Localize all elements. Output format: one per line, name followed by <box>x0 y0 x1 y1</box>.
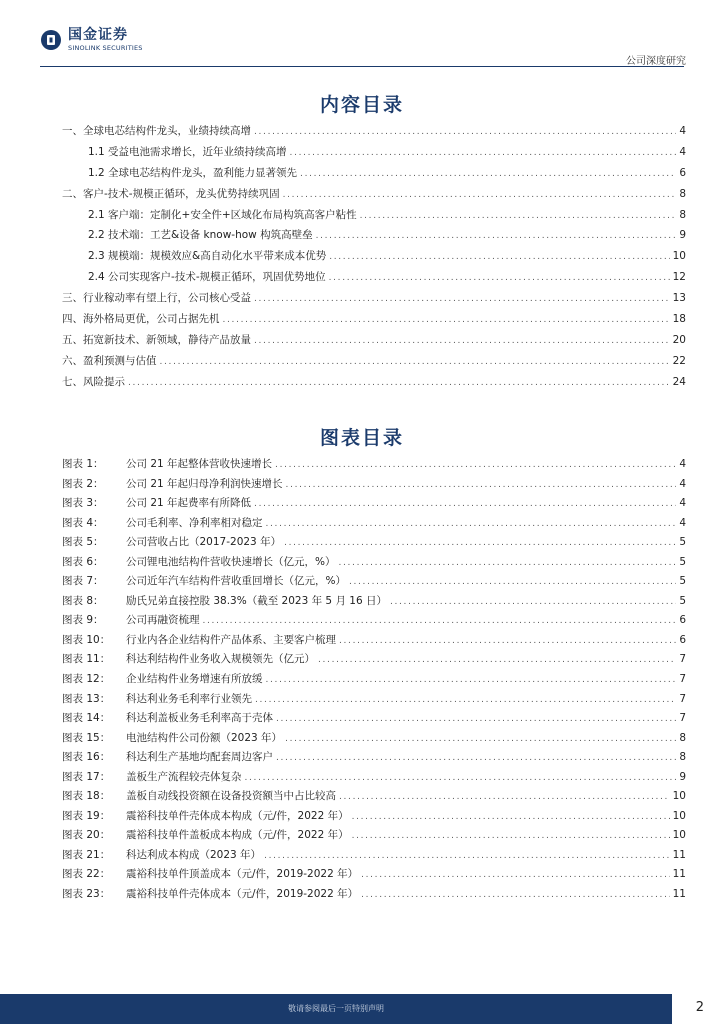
toc-entry-page: 6 <box>679 166 686 179</box>
toc-entry-label: 2.2 技术端：工艺&设备 know-how 构筑高壁垒 <box>88 229 313 242</box>
figure-entry[interactable] <box>62 615 686 635</box>
figure-entry[interactable] <box>62 557 686 577</box>
figure-entry-page: 4 <box>679 477 686 490</box>
dot-leader <box>245 772 677 783</box>
figure-entry-number: 图表 22： <box>62 868 111 881</box>
figure-entry-label: 行业内各企业结构件产品体系、主要客户梳理 <box>126 633 336 646</box>
figure-entry[interactable] <box>62 518 686 538</box>
figure-entry[interactable] <box>62 791 686 811</box>
figure-entry[interactable] <box>62 479 686 499</box>
figure-entry-page: 5 <box>679 575 686 588</box>
toc-entry-page: 4 <box>679 125 686 137</box>
figure-entry-page: 8 <box>679 751 686 764</box>
figure-entry-number: 图表 10： <box>62 633 111 646</box>
figure-entry[interactable] <box>62 889 686 909</box>
figure-entry-page: 7 <box>679 712 686 725</box>
toc-entry[interactable] <box>62 147 686 168</box>
toc-entry[interactable] <box>62 356 686 377</box>
figure-entry-number: 图表 12： <box>62 673 111 686</box>
dot-leader <box>254 335 670 346</box>
figure-entry[interactable] <box>62 752 686 772</box>
figure-entry[interactable] <box>62 635 686 655</box>
figure-entry-number: 图表 8： <box>62 594 104 607</box>
figure-entry-label: 公司近年汽车结构件营收重回增长（亿元，%） <box>126 575 346 588</box>
toc-entry-label: 三、行业稼动率有望上行，公司核心受益 <box>62 292 251 305</box>
dot-leader <box>160 356 670 367</box>
figure-entry-page: 11 <box>672 888 686 901</box>
figure-entry-number: 图表 20： <box>62 829 111 842</box>
dot-leader <box>276 713 676 724</box>
figure-entry-number: 图表 5： <box>62 536 104 549</box>
toc-entry[interactable] <box>62 126 686 147</box>
toc-entry-label: 2.3 规模端：规模效应&高自动化水平带来成本优势 <box>88 250 327 263</box>
figure-entry-label: 电池结构件公司份额（2023 年） <box>126 731 283 744</box>
toc-entry-label: 五、拓宽新技术、新领域，静待产品放量 <box>62 333 251 346</box>
toc-entry-page: 20 <box>672 333 686 346</box>
toc-entry-label: 2.4 公司实现客户-技术-规模正循环，巩固优势地位 <box>88 271 326 284</box>
figure-entry-label: 科达利成本构成（2023 年） <box>126 848 262 861</box>
figure-entry-page: 5 <box>679 555 686 568</box>
toc-entry-page: 9 <box>679 229 686 242</box>
figure-entry-label: 公司 21 年起归母净利润快速增长 <box>126 477 283 490</box>
dot-leader <box>203 615 677 626</box>
figure-entry-label: 科达利结构件业务收入规模领先（亿元） <box>126 653 315 666</box>
toc-entry-page: 12 <box>672 271 686 284</box>
figure-entry[interactable] <box>62 459 686 479</box>
figure-entry-page: 7 <box>679 653 686 666</box>
figure-entry[interactable] <box>62 674 686 694</box>
toc-list <box>62 126 686 398</box>
toc-entry-label: 1.2 全球电芯结构件龙头，盈利能力显著领先 <box>88 166 298 179</box>
figure-entry-label: 震裕科技单件盖板成本构成（元/件，2022 年） <box>126 829 349 842</box>
figure-index-list <box>62 459 686 909</box>
figure-entry-number: 图表 4： <box>62 516 104 529</box>
figure-entry[interactable] <box>62 498 686 518</box>
toc-entry-page: 8 <box>679 208 686 221</box>
figure-entry-label: 盖板自动线投资额在设备投资额当中占比较高 <box>126 790 336 803</box>
figure-entry[interactable] <box>62 772 686 792</box>
dot-leader <box>128 377 670 388</box>
toc-entry[interactable] <box>62 377 686 398</box>
figure-entry-page: 9 <box>679 770 686 783</box>
figure-entry-number: 图表 16： <box>62 751 111 764</box>
figure-entry-page: 7 <box>679 673 686 686</box>
logo-chinese-name: 国金证券 <box>68 27 128 43</box>
toc-entry-page: 4 <box>679 145 686 158</box>
toc-title: 内容目录 <box>319 94 404 116</box>
figure-entry-number: 图表 9： <box>62 614 104 627</box>
figure-entry-label: 震裕科技单件壳体成本构成（元/件，2022 年） <box>126 809 349 822</box>
figure-entry[interactable] <box>62 811 686 831</box>
dot-leader <box>338 557 676 568</box>
dot-leader <box>284 537 676 548</box>
figure-entry-label: 公司毛利率、净利率相对稳定 <box>126 516 263 529</box>
figure-entry-page: 6 <box>679 633 686 646</box>
figure-entry-number: 图表 11： <box>62 653 111 666</box>
toc-entry[interactable] <box>62 251 686 272</box>
dot-leader <box>254 126 676 137</box>
dot-leader <box>276 752 676 763</box>
figure-entry-label: 盖板生产流程较壳体复杂 <box>126 770 242 783</box>
figure-entry[interactable] <box>62 830 686 850</box>
dot-leader <box>275 459 676 470</box>
dot-leader <box>361 889 670 900</box>
figure-entry-page: 4 <box>679 516 686 529</box>
dot-leader <box>285 733 676 744</box>
figure-entry-number: 图表 7： <box>62 575 104 588</box>
figure-entry-page: 6 <box>679 614 686 627</box>
figure-entry-page: 11 <box>672 848 686 861</box>
dot-leader <box>390 596 676 607</box>
figure-entry-label: 科达利生产基地均配套周边客户 <box>126 751 273 764</box>
dot-leader <box>283 189 677 200</box>
page-number: 2 <box>695 1000 704 1015</box>
figure-entry[interactable] <box>62 694 686 714</box>
dot-leader <box>352 830 670 841</box>
figure-entry[interactable] <box>62 576 686 596</box>
figure-entry-label: 公司 21 年起整体营收快速增长 <box>126 458 273 470</box>
toc-entry-label: 一、全球电芯结构件龙头，业绩持续高增 <box>62 125 251 137</box>
toc-entry-label: 2.1 客户端：定制化+安全件+区域化布局构筑高客户粘性 <box>88 208 357 221</box>
figure-entry[interactable] <box>62 537 686 557</box>
toc-entry[interactable] <box>62 230 686 251</box>
figure-entry-page: 8 <box>679 731 686 744</box>
figure-index-title: 图表目录 <box>319 427 404 449</box>
figure-entry-page: 7 <box>679 692 686 705</box>
toc-entry-page: 24 <box>672 375 686 388</box>
figure-entry-label: 震裕科技单件壳体成本（元/件，2019-2022 年） <box>126 888 359 901</box>
toc-entry-label: 四、海外格局更优，公司占据先机 <box>62 313 220 326</box>
figure-entry-number: 图表 2： <box>62 477 104 490</box>
figure-entry-number: 图表 23： <box>62 888 111 901</box>
figure-entry-number: 图表 17： <box>62 770 111 783</box>
figure-entry-label: 科达利盖板业务毛利率高于壳体 <box>126 712 273 725</box>
figure-entry[interactable] <box>62 713 686 733</box>
toc-entry-label: 二、客户-技术-规模正循环，龙头优势持续巩固 <box>62 187 280 200</box>
figure-entry-page: 11 <box>672 868 686 881</box>
toc-entry[interactable] <box>62 189 686 210</box>
disclaimer-note[interactable]: 敬请参阅最后一页特别声明 <box>288 1004 384 1013</box>
figure-entry-page: 5 <box>679 536 686 549</box>
dot-leader <box>339 635 676 646</box>
figure-entry-number: 图表 15： <box>62 731 111 744</box>
company-logo <box>40 28 143 52</box>
toc-entry-label: 六、盈利预测与估值 <box>62 354 157 367</box>
toc-entry[interactable] <box>62 272 686 293</box>
logo-english-name: SINOLINK SECURITIES <box>68 44 143 52</box>
toc-entry-page: 18 <box>672 313 686 326</box>
figure-entry-number: 图表 14： <box>62 712 111 725</box>
figure-entry-number: 图表 21： <box>62 848 111 861</box>
toc-entry-page: 22 <box>672 354 686 367</box>
toc-entry[interactable] <box>62 168 686 189</box>
figure-entry-page: 10 <box>672 809 686 822</box>
figure-entry[interactable] <box>62 733 686 753</box>
figure-entry-label: 企业结构件业务增速有所放缓 <box>126 673 263 686</box>
figure-entry-number: 图表 18： <box>62 790 111 803</box>
toc-entry[interactable] <box>62 293 686 314</box>
dot-leader <box>223 314 670 325</box>
dot-leader <box>316 230 677 241</box>
figure-entry-label: 公司营收占比（2017-2023 年） <box>126 536 282 549</box>
figure-entry-number: 图表 13： <box>62 692 111 705</box>
figure-entry-label: 震裕科技单件顶盖成本（元/件，2019-2022 年） <box>126 868 359 881</box>
figure-entry[interactable] <box>62 850 686 870</box>
figure-entry[interactable] <box>62 869 686 889</box>
toc-entry-page: 8 <box>679 187 686 200</box>
dot-leader <box>266 674 677 685</box>
toc-entry[interactable] <box>62 210 686 231</box>
dot-leader <box>255 694 676 705</box>
page-header <box>0 0 724 70</box>
dot-leader <box>360 210 677 221</box>
figure-entry-label: 公司锂电池结构件营收快速增长（亿元，%） <box>126 555 336 568</box>
figure-entry-page: 10 <box>672 790 686 803</box>
dot-leader <box>290 147 677 158</box>
dot-leader <box>361 869 670 880</box>
dot-leader <box>264 850 670 861</box>
page-footer <box>0 994 724 1024</box>
dot-leader <box>254 498 676 509</box>
figure-entry-page: 5 <box>679 594 686 607</box>
figure-entry[interactable] <box>62 596 686 616</box>
dot-leader <box>339 791 670 802</box>
figure-entry-page: 4 <box>679 458 686 470</box>
figure-entry-number: 图表 6： <box>62 555 104 568</box>
dot-leader <box>286 479 677 490</box>
dot-leader <box>266 518 677 529</box>
figure-entry-page: 10 <box>672 829 686 842</box>
figure-entry-label: 励氏兄弟直接控股 38.3%（截至 2023 年 5 月 16 日） <box>126 594 387 607</box>
figure-entry-label: 公司再融资梳理 <box>126 614 200 627</box>
toc-entry-page: 10 <box>672 250 686 263</box>
figure-entry-label: 公司 21 年起费率有所降低 <box>126 497 252 510</box>
figure-entry-number: 图表 1： <box>62 458 104 470</box>
figure-entry-number: 图表 19： <box>62 809 111 822</box>
header-divider <box>40 66 684 67</box>
toc-entry-label: 1.1 受益电池需求增长，近年业绩持续高增 <box>88 145 287 158</box>
dot-leader <box>329 251 669 262</box>
figure-entry-page: 4 <box>679 497 686 510</box>
dot-leader <box>352 811 670 822</box>
dot-leader <box>349 576 676 587</box>
dot-leader <box>254 293 670 304</box>
toc-entry[interactable] <box>62 314 686 335</box>
dot-leader <box>318 654 676 665</box>
toc-entry-page: 13 <box>672 292 686 305</box>
document-type-label: 公司深度研究 <box>626 56 686 67</box>
figure-entry-label: 科达利业务毛利率行业领先 <box>126 692 252 705</box>
figure-entry-number: 图表 3： <box>62 497 104 510</box>
dot-leader <box>329 272 670 283</box>
figure-entry[interactable] <box>62 654 686 674</box>
sinolink-logo-icon <box>40 29 62 51</box>
toc-entry[interactable] <box>62 335 686 356</box>
toc-entry-label: 七、风险提示 <box>62 375 125 388</box>
dot-leader <box>300 168 676 179</box>
